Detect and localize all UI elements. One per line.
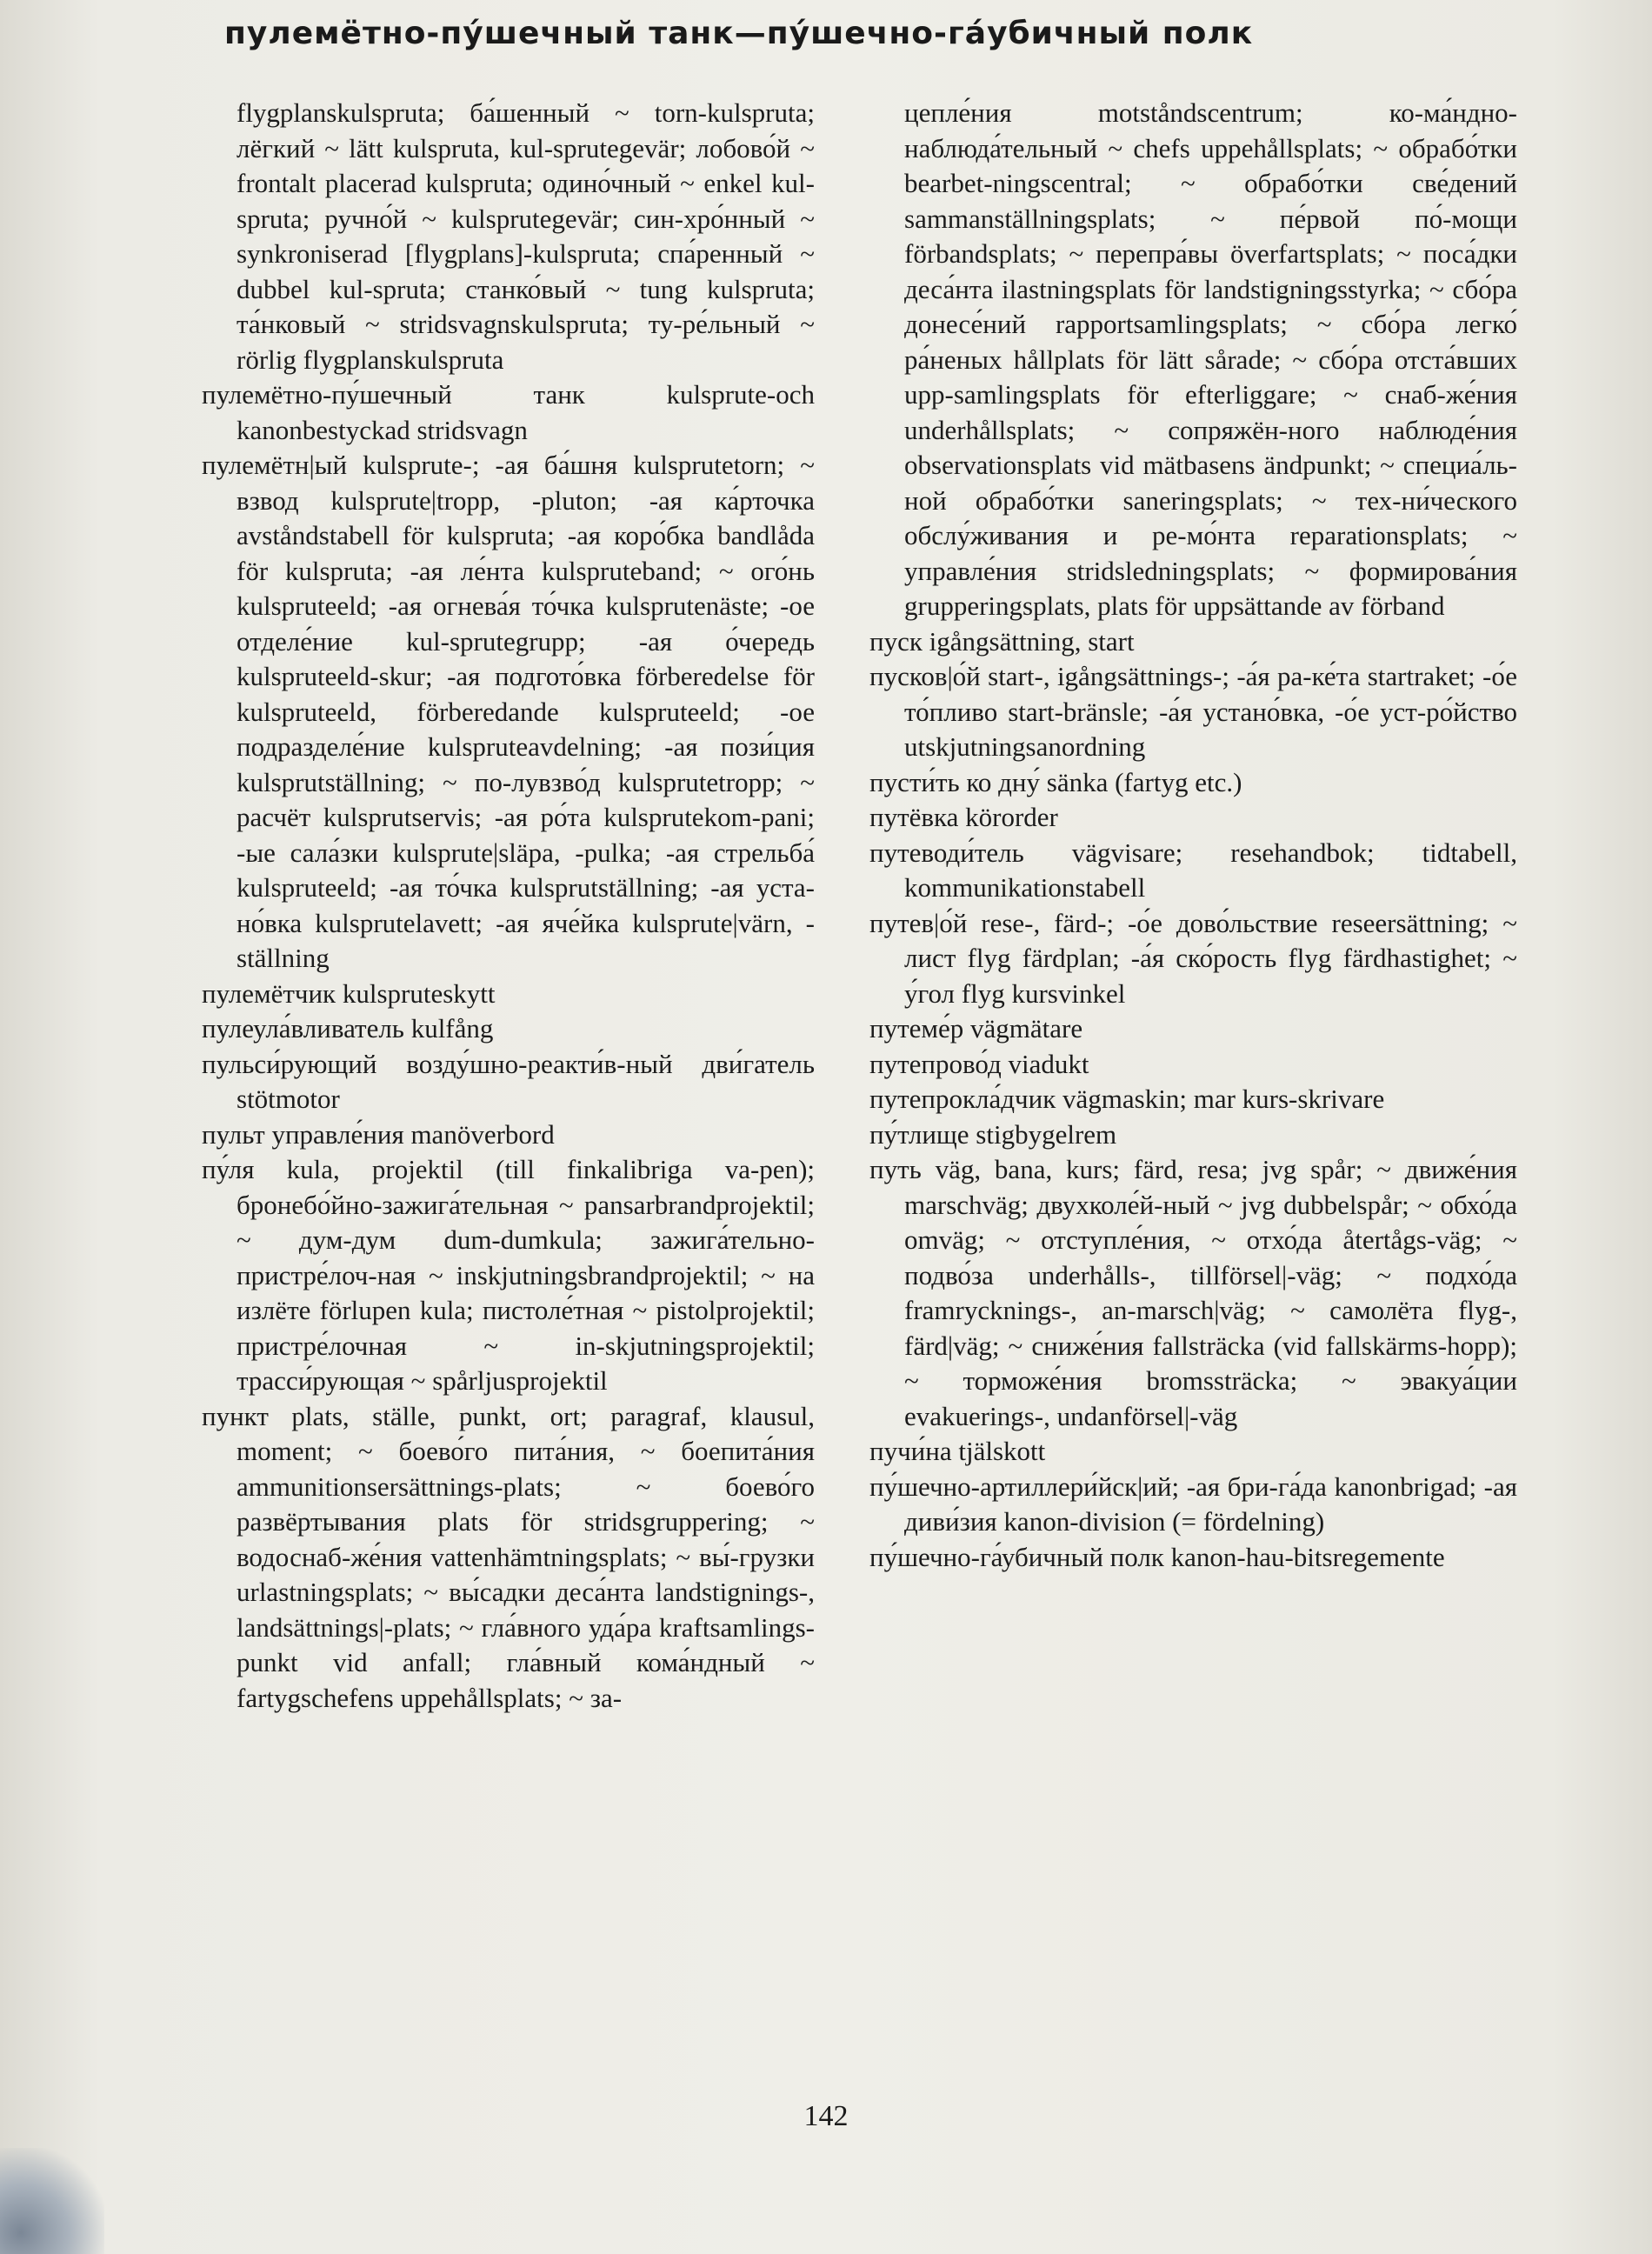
right-column <box>869 96 1517 2096</box>
dictionary-entry: путепрово́д viadukt <box>869 1048 1089 1079</box>
left-column <box>202 96 815 2096</box>
dictionary-entry: пучи́на tjälskott <box>869 1436 1046 1466</box>
dictionary-entry: пункт plats, ställe, punkt, ort; paragraf, klausul, moment; ~ боево́го пита́ния, ~ боепита́ния ammunitionsersättnings-plats; ~ боево́го развёртывания plats för stridsgruppering; ~ водоснаб-же́ния vattenhämtningsplats; ~ вы́-грузки urlastningsplats; ~ вы́садки деса́нта landstignings-, landsättnings|-plats; ~ гла́вного уда́ра kraftsamlings-punkt vid anfall; гла́вный кома́ндный ~ fartygschefens uppehållsplats; ~ за- <box>202 1400 815 1713</box>
dictionary-entry: пульси́рующий возду́шно-реакти́в-ный дви́гатель stötmotor <box>202 1048 815 1114</box>
dictionary-entry: пусков|о́й start-, igångsättnings-; -а́я ра-ке́та startraket; -о́е то́пливо start-bränsle; -а́я устано́вка, -о́е уст-ро́йство utskjutningsanordning <box>869 661 1517 762</box>
dictionary-entry: пулемётно-пу́шечный танк kulsprute-och kanonbestyckad stridsvagn <box>202 379 815 445</box>
dictionary-entry: пулеула́вливатель kulfång <box>202 1013 494 1044</box>
dictionary-entry: путёвка körorder <box>869 802 1058 832</box>
dictionary-entry: пуск igångsättning, start <box>869 625 1135 657</box>
dictionary-entry: путев|о́й rese-, färd-; -о́е дово́льствие reseersättning; ~ лист flyg färdplan; -а́я ско́рость flyg färdhastighet; ~ у́гол flyg kursvinkel <box>869 907 1517 1009</box>
dictionary-entry: пу́шечно-артиллери́йск|ий; -ая бри-га́да kanonbrigad; -ая диви́зия kanon-division (= fördelning) <box>869 1470 1517 1537</box>
dictionary-entry: цепле́ния motståndscentrum; ко-ма́ндно-наблюда́тельный ~ chefs uppehållsplats; ~ обрабо́тки bearbet-ningscentral; ~ обрабо́тки све́дений sammanställningsplats; ~ пе́рвой по́-мощи förbandsplats; ~ перепра́вы överfartsplats; ~ поса́дки деса́нта ilastningsplats för landstigningsstyrka; ~ сбо́ра донесе́ний rapportsamlingsplats; ~ сбо́ра легко́ ра́неных hållplats för lätt sårade; ~ сбо́ра отста́вших upp-samlingsplats för efterliggare; ~ снаб-же́ния underhållsplats; ~ сопряжён-ного наблюде́ния observationsplats vid mätbasens ändpunkt; ~ специа́ль-ной обрабо́тки saneringsplats; ~ тех-ни́ческого обслу́живания и ре-мо́нта reparationsplats; ~ управле́ния stridsledningsplats; ~ формирова́ния grupperingsplats, plats för uppsättande av förband <box>904 97 1517 621</box>
running-header: пулемётно-пу́шечный танк—пу́шечно-га́убичный полк <box>224 16 1254 51</box>
dictionary-entry: путепрокла́дчик vägmaskin; mar kurs-skrivare <box>869 1084 1385 1114</box>
dictionary-entry: пу́ля kula, projektil (till finkalibriga va-pen); бронебо́йно-зажига́тельная ~ pansarbrandprojektil; ~ дум-дум dum-dumkula; зажига́тельно-пристре́лоч-ная ~ inskjutningsbrandprojektil; ~ на излёте förlupen kula; пистоле́тная ~ pistolprojektil; пристре́лочная ~ in-skjutningsprojektil; трасси́рующая ~ spårljusprojektil <box>202 1154 815 1396</box>
dictionary-entry: пульт управле́ния manöverbord <box>202 1118 555 1150</box>
dictionary-entry: путеме́р vägmätare <box>869 1013 1083 1044</box>
dictionary-entry: пу́шечно-га́убичный полк kanon-hau-bitsregemente <box>869 1541 1445 1572</box>
dictionary-entry: пулемётн|ый kulsprute-; -ая ба́шня kulsprutetorn; ~ взвод kulsprute|tropp, -pluton; -ая ка́рточка avståndstabell för kulspruta; -ая коро́бка bandlåda för kulspruta; -ая ле́нта kulspruteband; ~ ого́нь kulspruteeld; -ая огнева́я то́чка kulsprutenäste; -ое отделе́ние kul-sprutegrupp; -ая о́чередь kulspruteeld-skur; -ая подгото́вка förberedelse för kulspruteeld, förberedande kulspruteeld; -ое подразделе́ние kulspruteavdelning; -ая пози́ция kulsprutställning; ~ по-лувзво́д kulsprutetropp; ~ расчёт kulsprutservis; -ая ро́та kulsprutekom-pani; -ые сала́зки kulsprute|släpa, -pulka; -ая стрельба́ kulspruteeld; -ая то́чка kulsprutställning; -ая уста-но́вка kulsprutelavett; -ая яче́йка kulsprute|värn, -ställning <box>202 450 815 973</box>
page-number: 142 <box>803 2100 849 2132</box>
dictionary-entry: пу́тлище stigbygelrem <box>869 1118 1117 1150</box>
dictionary-entry: пусти́ть ко дну́ sänka (fartyg etc.) <box>869 766 1242 797</box>
dictionary-entry: путь väg, bana, kurs; färd, resa; jvg spår; ~ движе́ния marschväg; двухколе́й-ный ~ jvg dubbelspår; ~ обхо́да omväg; ~ отступле́ния, ~ отхо́да återtågs-väg; ~ подво́за underhålls-, tillförsel|-väg; ~ подхо́да framrycknings-, an-marsch|väg; ~ самолёта flyg-, färd|väg; ~ сниже́ния fallsträcka (vid fallskärms-hopp); ~ торможе́ния bromssträcka; ~ эвакуа́ции evakuerings-, undanförsel|-väg <box>869 1154 1517 1431</box>
dictionary-entry: пулемётчик kulspruteskytt <box>202 977 496 1009</box>
dictionary-entry: flygplanskulspruta; ба́шенный ~ torn-kulspruta; лёгкий ~ lätt kulspruta, kul-sprutegevär; лобово́й ~ frontalt placerad kulspruta; одино́чный ~ enkel kul-spruta; ручно́й ~ kulsprutegevär; син-хро́нный ~ synkroniserad [flygplans]-kulspruta; спа́ренный ~ dubbel kul-spruta; станко́вый ~ tung kulspruta; та́нковый ~ stridsvagnskulspruta; ту-ре́льный ~ rörlig flygplanskulspruta <box>236 97 815 375</box>
dictionary-entry: путеводи́тель vägvisare; resehandbok; tidtabell, kommunikationstabell <box>869 837 1517 903</box>
thumb-shadow <box>0 2148 104 2254</box>
